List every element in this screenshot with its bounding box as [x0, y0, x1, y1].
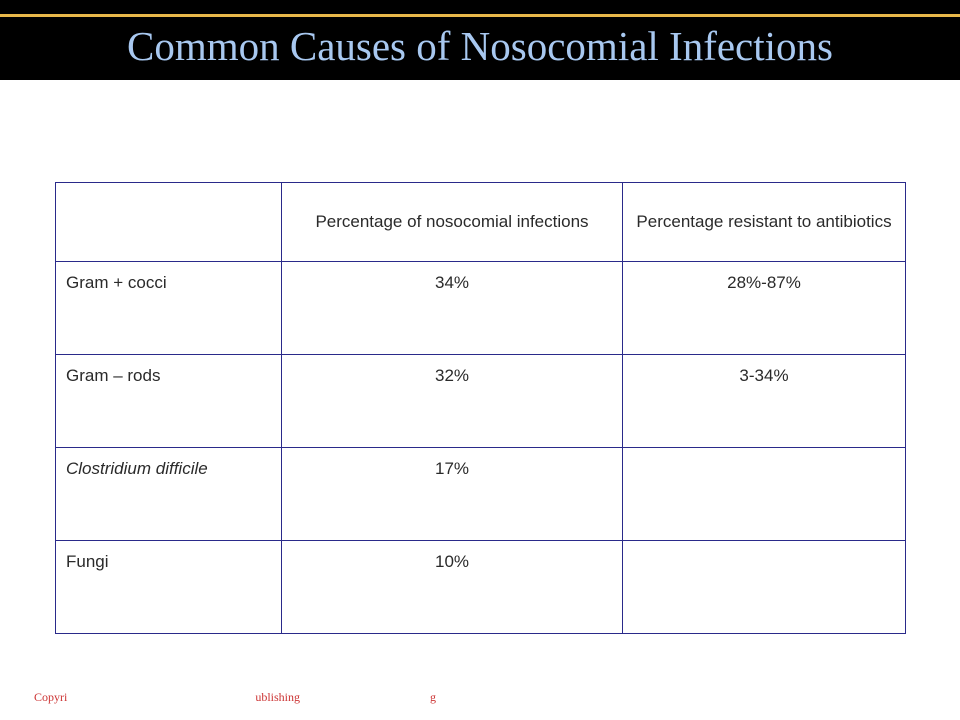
row-resistant: 28%-87%: [623, 262, 906, 355]
copyright-footer: [34, 690, 436, 705]
table-row: [56, 448, 906, 541]
footer-fragment-2: ublishing: [255, 690, 301, 704]
header-cell-infections: Percentage of nosocomial infections: [282, 183, 623, 262]
row-infections: 34%: [282, 262, 623, 355]
row-resistant: [623, 448, 906, 541]
slide-header: [0, 0, 960, 80]
table-row: [56, 541, 906, 634]
row-resistant: [623, 541, 906, 634]
footer-fragment-1: Copyri: [34, 690, 68, 704]
row-resistant: 3-34%: [623, 355, 906, 448]
causes-table: [55, 182, 906, 634]
row-infections: 32%: [282, 355, 623, 448]
slide-title: Common Causes of Nosocomial Infections: [126, 23, 833, 69]
row-label: Fungi: [56, 541, 282, 634]
table-row: [56, 262, 906, 355]
header-cell-resistant: Percentage resistant to antibiotics: [623, 183, 906, 262]
header-accent-rule: [0, 14, 960, 17]
row-label: Gram + cocci: [56, 262, 282, 355]
table-header-row: [56, 183, 906, 262]
table-row: [56, 355, 906, 448]
row-infections: 10%: [282, 541, 623, 634]
row-label: Clostridium difficile: [56, 448, 282, 541]
row-infections: 17%: [282, 448, 623, 541]
row-label: Gram – rods: [56, 355, 282, 448]
header-cell-empty: [56, 183, 282, 262]
footer-fragment-3: g: [430, 690, 437, 704]
